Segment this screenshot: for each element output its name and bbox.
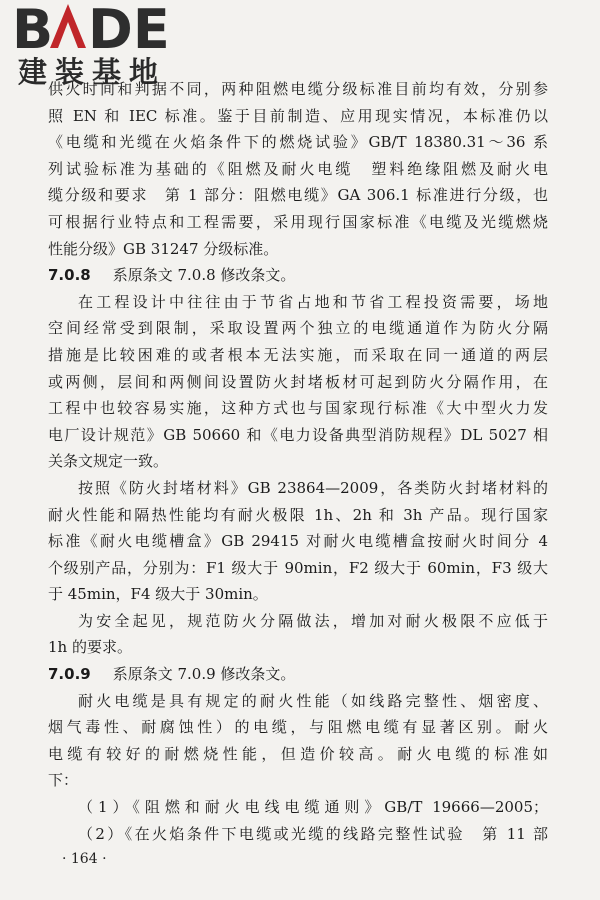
text-line: （2）《在火焰条件下电缆或光缆的线路完整性试验 第 11 部: [78, 824, 548, 843]
text-line: 烟气毒性、耐腐蚀性）的电缆，与阻燃电缆有显著区别。耐火: [48, 718, 548, 737]
logo-letter-a-triangle: [50, 4, 86, 48]
text-line: 或两侧，层间和两侧间设置防火封堵板材可起到防火分隔作用，在: [48, 372, 548, 391]
text-line: 于 45min，F4 级大于 30min。: [48, 585, 268, 604]
text-line: 工程中也较容易实施，这种方式也与国家现行标准《大中型火力发: [48, 399, 548, 418]
text-line: 可根据行业特点和工程需要，采用现行国家标准《电缆及光缆燃烧: [48, 212, 548, 231]
section-heading: [48, 661, 548, 688]
text-line: 《电缆和光缆在火焰条件下的燃烧试验》GB/T 18380.31～36 系: [48, 133, 548, 152]
text-line: 个级别产品，分别为：F1 级大于 90min，F2 级大于 60min，F3 级大: [48, 558, 548, 577]
text-line: 供火时间和判据不同，两种阻燃电缆分级标准目前均有效，分别参: [48, 80, 548, 98]
section-number: 7.0.8: [48, 266, 91, 285]
text-line: 电缆有较好的耐燃烧性能，但造价较高。耐火电缆的标准如: [48, 744, 548, 763]
text-line: 空间经常受到限制，采取设置两个独立的电缆通道作为防火分隔: [48, 319, 548, 338]
text-line: 耐火电缆是具有规定的耐火性能（如线路完整性、烟密度、: [78, 691, 548, 710]
text-line: 为安全起见，规范防火分隔做法，增加对耐火极限不应低于: [78, 611, 548, 630]
text-line: 性能分级》GB 31247 分级标准。: [48, 239, 279, 258]
section-text: 系原条文 7.0.9 修改条文。: [112, 665, 296, 684]
document-body: [48, 76, 548, 847]
bade-logo-mark: [12, 0, 182, 60]
text-line: 电厂设计规范》GB 50660 和《电力设备典型消防规程》DL 5027 相: [48, 425, 548, 444]
text-line: 关条文规定一致。: [48, 452, 169, 471]
logo-subtitle: 建装基地: [18, 55, 167, 89]
text-line: 缆分级和要求 第 1 部分：阻燃电缆》GA 306.1 标准进行分级，也: [48, 186, 548, 205]
text-line: 1h 的要求。: [48, 638, 132, 657]
text-line: 照 EN 和 IEC 标准。鉴于目前制造、应用现实情况，本标准仍以: [48, 106, 548, 125]
section-text: 系原条文 7.0.8 修改条文。: [112, 266, 296, 285]
logo-letter-b: B: [12, 0, 54, 60]
text-line: 下：: [48, 771, 79, 790]
text-line: 在工程设计中往往由于节省占地和节省工程投资需要，场地: [78, 292, 548, 311]
section-heading: [48, 262, 548, 289]
text-line: （1）《阻燃和耐火电线电缆通则》GB/T 19666—2005；: [78, 798, 548, 817]
logo-letters-de: DE: [88, 0, 170, 60]
text-line: 列试验标准为基础的《阻燃及耐火电缆 塑料绝缘阻燃及耐火电: [48, 159, 548, 178]
text-line: 措施是比较困难的或者根本无法实施，而采取在同一通道的两层: [48, 345, 548, 364]
section-number: 7.0.9: [48, 665, 91, 684]
text-line: 耐火性能和隔热性能均有耐火极限 1h、2h 和 3h 产品。现行国家: [48, 505, 548, 524]
page-number: · 164 ·: [62, 851, 107, 867]
text-line: 标准《耐火电缆槽盒》GB 29415 对耐火电缆槽盒按耐火时间分 4: [48, 532, 548, 551]
text-line: 按照《防火封堵材料》GB 23864—2009，各类防火封堵材料的: [78, 478, 548, 497]
